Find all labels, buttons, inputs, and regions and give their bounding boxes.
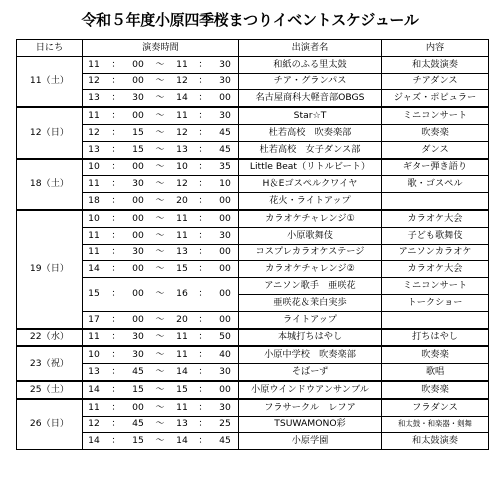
table-row <box>17 278 489 295</box>
time-cell <box>83 364 239 381</box>
table-row <box>17 261 489 278</box>
time-colon: ： <box>198 229 208 241</box>
day-label: 25（土） <box>17 381 83 399</box>
table-row <box>17 329 489 347</box>
time-tilde: ～ <box>155 75 165 87</box>
time-colon: ： <box>198 383 208 395</box>
performer-name: 本城打ちはやし <box>239 329 382 347</box>
performer-name: 小原歌舞伎 <box>239 227 382 244</box>
time-cell <box>83 416 239 433</box>
end-hour: 13 <box>176 418 188 430</box>
end-minute: 00 <box>219 313 231 325</box>
time-colon: ： <box>198 288 208 300</box>
header-performer: 出演者名 <box>239 40 382 57</box>
start-hour: 17 <box>88 313 100 325</box>
time-tilde: ～ <box>155 212 165 224</box>
content-type: ミニコンサート <box>382 278 489 295</box>
table-row <box>17 346 489 363</box>
end-minute: 00 <box>219 263 231 275</box>
start-minute: 45 <box>132 418 144 430</box>
time-colon: ： <box>111 418 121 430</box>
time-colon: ： <box>111 246 121 258</box>
start-hour: 14 <box>88 383 100 395</box>
day-label: 23（祝） <box>17 346 83 381</box>
performer-name: カラオケチャレンジ① <box>239 210 382 227</box>
content-type <box>382 311 489 328</box>
time-cell <box>83 141 239 158</box>
time-colon: ： <box>198 263 208 275</box>
time-colon: ： <box>198 143 208 155</box>
performer-name: コスプレカラオケステージ <box>239 244 382 261</box>
start-hour: 11 <box>88 229 100 241</box>
end-hour: 20 <box>176 195 188 207</box>
end-hour: 11 <box>176 212 188 224</box>
page-title: 令和５年度小原四季桜まつりイベントスケジュール <box>81 11 419 29</box>
time-colon: ： <box>198 110 208 122</box>
time-colon: ： <box>111 331 121 343</box>
end-minute: 00 <box>219 383 231 395</box>
start-minute: 00 <box>132 58 144 70</box>
time-tilde: ～ <box>155 143 165 155</box>
schedule-table <box>16 39 489 450</box>
start-hour: 10 <box>88 212 100 224</box>
end-hour: 15 <box>176 383 188 395</box>
start-hour: 15 <box>88 288 100 300</box>
end-minute: 30 <box>219 229 231 241</box>
day-label: 12（日） <box>17 107 83 158</box>
time-colon: ： <box>198 161 208 173</box>
start-minute: 30 <box>132 178 144 190</box>
end-hour: 11 <box>176 58 188 70</box>
end-minute: 00 <box>219 92 231 104</box>
performer-name: Little Beat（リトルビート） <box>239 159 382 176</box>
time-colon: ： <box>111 195 121 207</box>
time-tilde: ～ <box>155 126 165 138</box>
performer-name: 小原学園 <box>239 433 382 450</box>
time-colon: ： <box>111 58 121 70</box>
time-tilde: ～ <box>155 401 165 413</box>
start-hour: 11 <box>88 401 100 413</box>
day-label: 11（土） <box>17 56 83 107</box>
time-colon: ： <box>198 75 208 87</box>
time-colon: ： <box>111 212 121 224</box>
end-minute: 30 <box>219 366 231 378</box>
time-cell <box>83 107 239 124</box>
time-colon: ： <box>111 401 121 413</box>
content-type: 子ども歌舞伎 <box>382 227 489 244</box>
table-row <box>17 107 489 124</box>
time-cell <box>83 261 239 278</box>
table-row <box>17 381 489 399</box>
header-row <box>17 40 489 57</box>
time-cell <box>83 227 239 244</box>
end-hour: 11 <box>176 331 188 343</box>
start-hour: 11 <box>88 246 100 258</box>
start-minute: 15 <box>132 126 144 138</box>
time-cell <box>83 73 239 90</box>
start-minute: 00 <box>132 288 144 300</box>
time-colon: ： <box>198 178 208 190</box>
time-cell <box>83 193 239 210</box>
table-row <box>17 56 489 73</box>
start-minute: 00 <box>132 263 144 275</box>
time-colon: ： <box>111 161 121 173</box>
end-hour: 14 <box>176 366 188 378</box>
table-row <box>17 124 489 141</box>
performer-name: チア・グランパス <box>239 73 382 90</box>
time-cell <box>83 311 239 328</box>
time-cell <box>83 159 239 176</box>
time-colon: ： <box>198 418 208 430</box>
start-minute: 00 <box>132 110 144 122</box>
time-colon: ： <box>111 92 121 104</box>
performer-name: 杜若高校 吹奏楽部 <box>239 124 382 141</box>
time-colon: ： <box>198 401 208 413</box>
content-type: カラオケ大会 <box>382 261 489 278</box>
end-minute: 25 <box>219 418 231 430</box>
performer-name: 亜咲花＆茉白実歩 <box>239 294 382 311</box>
start-hour: 14 <box>88 435 100 447</box>
start-minute: 45 <box>132 366 144 378</box>
start-hour: 10 <box>88 349 100 361</box>
content-type: ミニコンサート <box>382 107 489 124</box>
end-hour: 12 <box>176 75 188 87</box>
content-type: 吹奏楽 <box>382 124 489 141</box>
end-minute: 35 <box>219 161 231 173</box>
schedule-body <box>17 56 489 449</box>
start-hour: 11 <box>88 110 100 122</box>
start-hour: 11 <box>88 58 100 70</box>
start-minute: 00 <box>132 212 144 224</box>
time-colon: ： <box>111 313 121 325</box>
content-type: 打ちはやし <box>382 329 489 347</box>
time-colon: ： <box>198 58 208 70</box>
table-row <box>17 311 489 328</box>
time-tilde: ～ <box>155 161 165 173</box>
end-minute: 00 <box>219 288 231 300</box>
performer-name: Star☆T <box>239 107 382 124</box>
day-label: 19（日） <box>17 210 83 329</box>
time-colon: ： <box>198 126 208 138</box>
start-hour: 13 <box>88 143 100 155</box>
header-day: 日にち <box>17 40 83 57</box>
table-row <box>17 193 489 210</box>
start-minute: 30 <box>132 331 144 343</box>
time-colon: ： <box>111 366 121 378</box>
time-colon: ： <box>198 246 208 258</box>
end-minute: 50 <box>219 331 231 343</box>
time-cell <box>83 176 239 193</box>
header-time: 演奏時間 <box>83 40 239 57</box>
time-cell <box>83 210 239 227</box>
performer-name: 小原中学校 吹奏楽部 <box>239 346 382 363</box>
performer-name: 和紙のふる里太鼓 <box>239 56 382 73</box>
time-cell <box>83 433 239 450</box>
performer-name: ライトアップ <box>239 311 382 328</box>
time-tilde: ～ <box>155 110 165 122</box>
time-tilde: ～ <box>155 195 165 207</box>
content-type <box>382 193 489 210</box>
table-row <box>17 433 489 450</box>
start-minute: 00 <box>132 75 144 87</box>
end-hour: 13 <box>176 246 188 258</box>
content-type: 和太鼓演奏 <box>382 56 489 73</box>
time-tilde: ～ <box>155 383 165 395</box>
performer-name: 名古屋商科大軽音部OBGS <box>239 90 382 107</box>
time-colon: ： <box>198 212 208 224</box>
time-colon: ： <box>111 349 121 361</box>
time-colon: ： <box>111 126 121 138</box>
start-hour: 18 <box>88 195 100 207</box>
performer-name: H＆Eゴスペルクワイヤ <box>239 176 382 193</box>
end-minute: 00 <box>219 246 231 258</box>
time-colon: ： <box>198 435 208 447</box>
end-hour: 13 <box>176 143 188 155</box>
time-cell <box>83 244 239 261</box>
end-minute: 00 <box>219 212 231 224</box>
time-tilde: ～ <box>155 288 165 300</box>
time-tilde: ～ <box>155 178 165 190</box>
performer-name: 花火・ライトアップ <box>239 193 382 210</box>
time-cell <box>83 124 239 141</box>
content-type: アニソンカラオケ <box>382 244 489 261</box>
time-cell <box>83 399 239 416</box>
time-tilde: ～ <box>155 58 165 70</box>
start-minute: 00 <box>132 313 144 325</box>
day-label: 18（土） <box>17 159 83 210</box>
time-colon: ： <box>198 92 208 104</box>
end-minute: 45 <box>219 126 231 138</box>
end-minute: 30 <box>219 75 231 87</box>
end-minute: 45 <box>219 435 231 447</box>
end-hour: 14 <box>176 92 188 104</box>
start-hour: 12 <box>88 418 100 430</box>
content-type: フラダンス <box>382 399 489 416</box>
content-type: 和太鼓演奏 <box>382 433 489 450</box>
time-cell <box>83 381 239 399</box>
table-row <box>17 416 489 433</box>
performer-name: TSUWAMONO彩 <box>239 416 382 433</box>
end-hour: 15 <box>176 263 188 275</box>
table-row <box>17 364 489 381</box>
end-minute: 40 <box>219 349 231 361</box>
time-colon: ： <box>111 383 121 395</box>
time-colon: ： <box>111 143 121 155</box>
content-type: 吹奏楽 <box>382 346 489 363</box>
content-type: ギター弾き語り <box>382 159 489 176</box>
time-colon: ： <box>111 75 121 87</box>
performer-name: フラサークル レフア <box>239 399 382 416</box>
end-hour: 11 <box>176 349 188 361</box>
start-hour: 12 <box>88 75 100 87</box>
content-type: ジャズ・ポピュラー <box>382 90 489 107</box>
time-cell <box>83 90 239 107</box>
table-row <box>17 159 489 176</box>
time-cell <box>83 278 239 312</box>
end-hour: 11 <box>176 229 188 241</box>
time-colon: ： <box>198 313 208 325</box>
start-hour: 10 <box>88 161 100 173</box>
start-hour: 11 <box>88 331 100 343</box>
content-type: ダンス <box>382 141 489 158</box>
time-cell <box>83 56 239 73</box>
start-hour: 13 <box>88 92 100 104</box>
start-minute: 30 <box>132 349 144 361</box>
start-minute: 15 <box>132 143 144 155</box>
content-type: トークショー <box>382 294 489 311</box>
start-minute: 00 <box>132 401 144 413</box>
end-minute: 10 <box>219 178 231 190</box>
performer-name: アニソン歌手 亜咲花 <box>239 278 382 295</box>
content-type: 吹奏楽 <box>382 381 489 399</box>
time-colon: ： <box>198 366 208 378</box>
time-colon: ： <box>111 263 121 275</box>
end-hour: 14 <box>176 435 188 447</box>
time-tilde: ～ <box>155 229 165 241</box>
day-label: 26（日） <box>17 399 83 450</box>
time-tilde: ～ <box>155 92 165 104</box>
header-content: 内容 <box>382 40 489 57</box>
content-type: カラオケ大会 <box>382 210 489 227</box>
start-minute: 30 <box>132 246 144 258</box>
time-colon: ： <box>111 178 121 190</box>
end-hour: 12 <box>176 178 188 190</box>
start-minute: 00 <box>132 161 144 173</box>
content-type: 歌唱 <box>382 364 489 381</box>
end-hour: 20 <box>176 313 188 325</box>
table-row <box>17 90 489 107</box>
time-tilde: ～ <box>155 418 165 430</box>
time-tilde: ～ <box>155 246 165 258</box>
end-minute: 30 <box>219 401 231 413</box>
start-minute: 00 <box>132 229 144 241</box>
time-colon: ： <box>198 331 208 343</box>
end-hour: 16 <box>176 288 188 300</box>
table-row <box>17 399 489 416</box>
content-type: チアダンス <box>382 73 489 90</box>
end-hour: 12 <box>176 126 188 138</box>
table-row <box>17 73 489 90</box>
table-row <box>17 227 489 244</box>
table-row <box>17 210 489 227</box>
start-minute: 00 <box>132 195 144 207</box>
end-hour: 10 <box>176 161 188 173</box>
time-tilde: ～ <box>155 313 165 325</box>
start-hour: 13 <box>88 366 100 378</box>
table-row <box>17 141 489 158</box>
start-hour: 14 <box>88 263 100 275</box>
end-minute: 00 <box>219 195 231 207</box>
time-colon: ： <box>111 435 121 447</box>
performer-name: 小原ウインドウアンサンブル <box>239 381 382 399</box>
time-tilde: ～ <box>155 435 165 447</box>
time-cell <box>83 329 239 347</box>
start-minute: 15 <box>132 435 144 447</box>
content-type: 和太鼓・和楽器・剣舞 <box>382 416 489 433</box>
end-minute: 45 <box>219 143 231 155</box>
time-tilde: ～ <box>155 331 165 343</box>
start-hour: 12 <box>88 126 100 138</box>
end-minute: 30 <box>219 58 231 70</box>
end-minute: 30 <box>219 110 231 122</box>
performer-name: カラオケチャレンジ② <box>239 261 382 278</box>
table-row <box>17 176 489 193</box>
time-colon: ： <box>111 288 121 300</box>
start-hour: 11 <box>88 178 100 190</box>
performer-name: そばーず <box>239 364 382 381</box>
performer-name: 杜若高校 女子ダンス部 <box>239 141 382 158</box>
time-colon: ： <box>198 195 208 207</box>
time-tilde: ～ <box>155 263 165 275</box>
time-tilde: ～ <box>155 366 165 378</box>
table-row <box>17 244 489 261</box>
start-minute: 30 <box>132 92 144 104</box>
time-cell <box>83 346 239 363</box>
end-hour: 11 <box>176 401 188 413</box>
time-colon: ： <box>111 229 121 241</box>
start-minute: 15 <box>132 383 144 395</box>
end-hour: 11 <box>176 110 188 122</box>
content-type: 歌・ゴスペル <box>382 176 489 193</box>
time-tilde: ～ <box>155 349 165 361</box>
day-label: 22（水） <box>17 329 83 347</box>
time-colon: ： <box>111 110 121 122</box>
time-colon: ： <box>198 349 208 361</box>
